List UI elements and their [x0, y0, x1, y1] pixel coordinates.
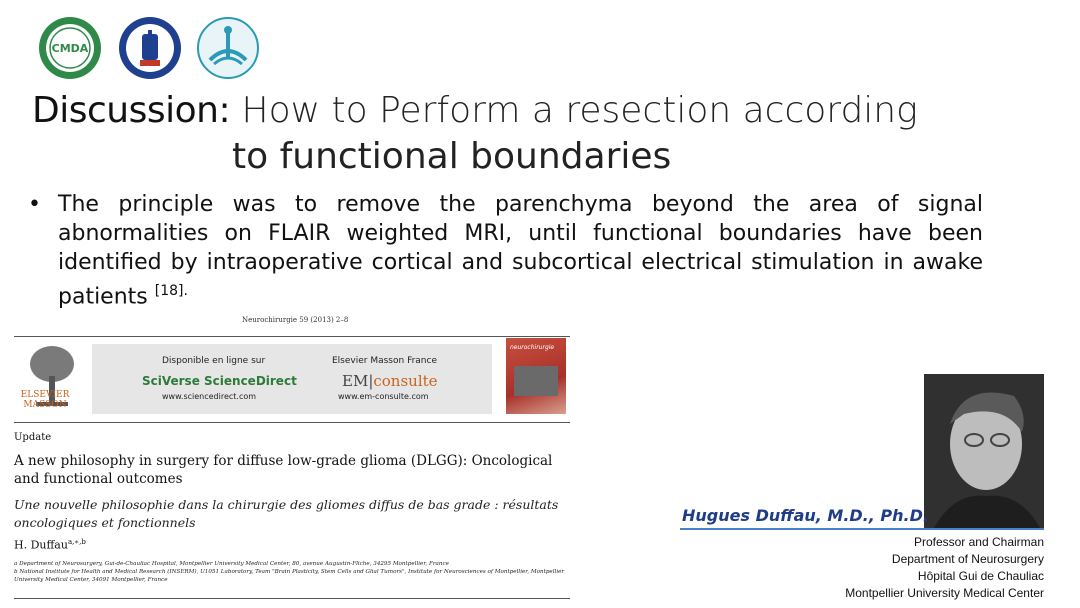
portrait-photo: [924, 374, 1044, 528]
slide-title: [32, 88, 918, 134]
journal-reference: Neurochirurgie 59 (2013) 2–8: [242, 316, 349, 324]
bullet-point: [28, 190, 983, 311]
university-logo: [118, 16, 182, 80]
bullet-reference: [18].: [154, 283, 188, 299]
paper-excerpt: [10, 312, 570, 602]
publisher-name: ELSEVIER MASSON: [20, 390, 70, 410]
article-affiliations: [14, 560, 570, 584]
person-name: Hugues Duffau, M.D., Ph.D.: [682, 506, 929, 525]
banner-available: Disponible en ligne sur: [162, 356, 266, 366]
publisher-banner: [92, 344, 492, 414]
role-line-1: Professor and Chairman: [913, 535, 1044, 549]
hospital-logo: [196, 16, 260, 80]
cover-title: neurochirurgie: [510, 344, 555, 351]
article-section: Update: [14, 432, 52, 443]
banner-consulte: consulte: [373, 372, 438, 390]
bullet-dot-icon: •: [28, 192, 41, 217]
banner-emconsulte-url: www.em-consulte.com: [338, 392, 429, 401]
banner-elsevier-france: Elsevier Masson France: [332, 356, 437, 366]
banner-rule: [14, 422, 570, 423]
name-underline: [680, 528, 1044, 530]
slide-title-line2: to functional boundaries: [232, 136, 672, 177]
bullet-text: The principle was to remove the parenchyma beyond the area of signal abnormalities on FLAIR weighted MRI, until functional boundaries have been identified by intraoperative cortical and subcortical electrical stimulation in awake patients: [58, 192, 983, 310]
role-line-4: Montpellier University Medical Center: [845, 586, 1044, 600]
article-title: A new philosophy in surgery for diffuse low-grade glioma (DLGG): Oncological and functional outcomes: [14, 453, 553, 487]
affiliation-a: a Department of Neurosurgery, Gui-de-Chauliac Hospital, Montpellier University Medical Center, 80, avenue Augustin-Fliche, 34295 Montpellier, France: [14, 561, 449, 567]
cmda-logo: [38, 16, 102, 80]
banner-sciencedirect: SciVerse ScienceDirect: [142, 374, 297, 388]
article-author: [14, 538, 86, 552]
footer-rule: [14, 598, 570, 599]
role-line-3: Hôpital Gui de Chauliac: [917, 569, 1044, 583]
title-lead: Discussion:: [32, 90, 231, 131]
banner-em: EM: [342, 372, 369, 390]
journal-cover: [506, 338, 566, 414]
author-affiliation-marks: a,∗,b: [67, 538, 86, 546]
title-rest: How to Perform a resection according: [230, 90, 918, 131]
cmda-logo-text: CMDA: [51, 42, 89, 55]
cover-image: [514, 366, 558, 396]
author-name: H. Duffau: [14, 538, 68, 552]
role-line-2: Department of Neurosurgery: [891, 552, 1044, 566]
banner-emconsulte: EM|consulte: [342, 372, 438, 390]
banner-sciencedirect-url: www.sciencedirect.com: [162, 392, 257, 401]
header-rule: [14, 336, 570, 337]
affiliation-b: b National Institute for Health and Medical Research (INSERM), U1051 Laboratory, Team "Brain Plasticity, Stem Cells and Glial Tumors", Institute for Neurosciences of Montpellier, Montpellier University Medical Center, 34091 Montpellier, France: [14, 569, 565, 583]
article-french-title: Une nouvelle philosophie dans la chirurgie des gliomes diffus de bas grade : résultats oncologiques et fonctionnels: [14, 497, 559, 530]
